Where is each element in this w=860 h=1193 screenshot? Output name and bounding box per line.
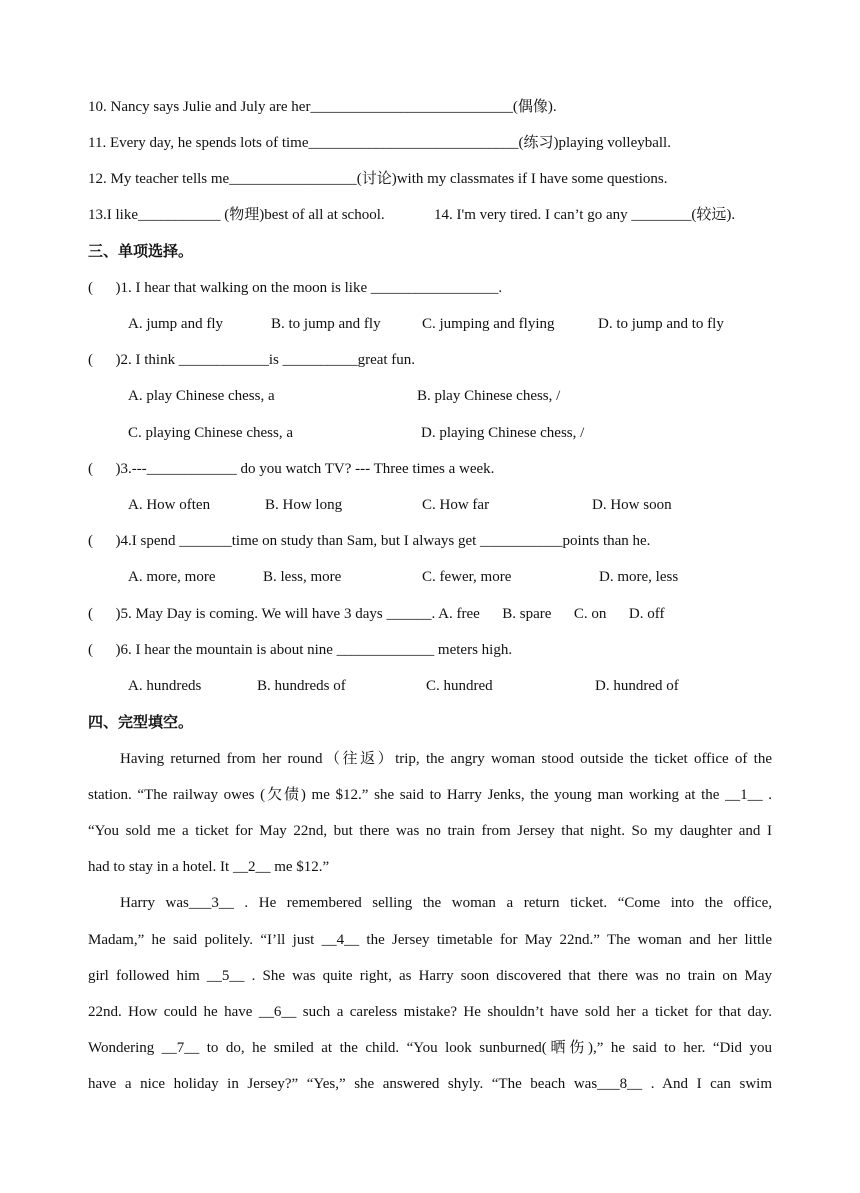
fill-in-item-10: 10. Nancy says Julie and July are her___________________________(偶像).	[88, 99, 557, 115]
fill-in-item-13: 13.I like___________ (物理)best of all at school.	[88, 207, 385, 223]
passage-line: girl followed him __5__ . She was quite right, as Harry soon discovered that there was no train on May	[88, 968, 772, 984]
option-d: D. to jump and to fly	[598, 316, 724, 332]
option-a: A. How often	[128, 497, 211, 513]
fill-in-item-14: 14. I'm very tired. I can’t go any ________(较远).	[434, 207, 736, 223]
question-stem: ( )1. I hear that walking on the moon is like _________________.	[88, 280, 503, 296]
passage-line: Harry was___3__ . He remembered selling the woman a return ticket. “Come into the office,	[120, 895, 772, 911]
question-stem: ( )6. I hear the mountain is about nine _____________ meters high.	[88, 642, 513, 658]
option-b: B. How long	[265, 497, 343, 513]
question-stem: ( )3.---____________ do you watch TV? --- Three times a week.	[88, 461, 495, 477]
section-title-multiple-choice: 三、单项选择。	[88, 242, 194, 260]
option-a: A. play Chinese chess, a	[128, 388, 275, 404]
option-b: B. hundreds of	[257, 678, 346, 694]
section-title-cloze: 四、完型填空。	[88, 713, 194, 731]
option-c: C. hundred	[426, 678, 493, 694]
option-a: A. more, more	[128, 569, 216, 585]
question-stem: ( )2. I think ____________is __________great fun.	[88, 352, 416, 368]
passage-line: have a nice holiday in Jersey?” “Yes,” she answered shyly. “The beach was___8__ . And I can swim	[88, 1076, 772, 1092]
option-d: D. How soon	[592, 497, 672, 513]
option-d: D. hundred of	[595, 678, 679, 694]
option-c: C. fewer, more	[422, 569, 512, 585]
option-d: D. more, less	[599, 569, 679, 585]
passage-line: Madam,” he said politely. “I’ll just __4__ the Jersey timetable for May 22nd.” The woman and her little	[88, 932, 772, 948]
option-b: B. less, more	[263, 569, 342, 585]
passage-line: had to stay in a hotel. It __2__ me $12.”	[88, 859, 330, 875]
option-c: C. jumping and flying	[422, 316, 555, 332]
question-stem: ( )4.I spend _______time on study than Sam, but I always get ___________points than he.	[88, 533, 651, 549]
option-c: C. playing Chinese chess, a	[128, 425, 293, 441]
passage-line: 22nd. How could he have __6__ such a careless mistake? He shouldn’t have sold her a ticket for that day.	[88, 1004, 772, 1020]
question-stem: ( )5. May Day is coming. We will have 3 days ______. A. free B. spare C. on D. off	[88, 606, 665, 622]
passage-line: Wondering __7__ to do, he smiled at the child. “You look sunburned(晒伤),” he said to her. “Did you	[88, 1040, 772, 1056]
option-a: A. jump and fly	[128, 316, 223, 332]
passage-line: Having returned from her round（往返）trip, the angry woman stood outside the ticket office of the	[120, 751, 772, 767]
fill-in-item-11: 11. Every day, he spends lots of time____________________________(练习)playing volleyball.	[88, 135, 671, 151]
option-d: D. playing Chinese chess, /	[421, 425, 585, 441]
passage-line: station. “The railway owes (欠债) me $12.” she said to Harry Jenks, the young man working at the __1__ .	[88, 787, 772, 803]
option-b: B. play Chinese chess, /	[417, 388, 561, 404]
option-c: C. How far	[422, 497, 490, 513]
option-b: B. to jump and fly	[271, 316, 381, 332]
fill-in-item-12: 12. My teacher tells me_________________(讨论)with my classmates if I have some questions.	[88, 171, 668, 187]
passage-line: “You sold me a ticket for May 22nd, but there was no train from Jersey that night. So my daughter and I	[88, 823, 772, 839]
option-a: A. hundreds	[128, 678, 202, 694]
